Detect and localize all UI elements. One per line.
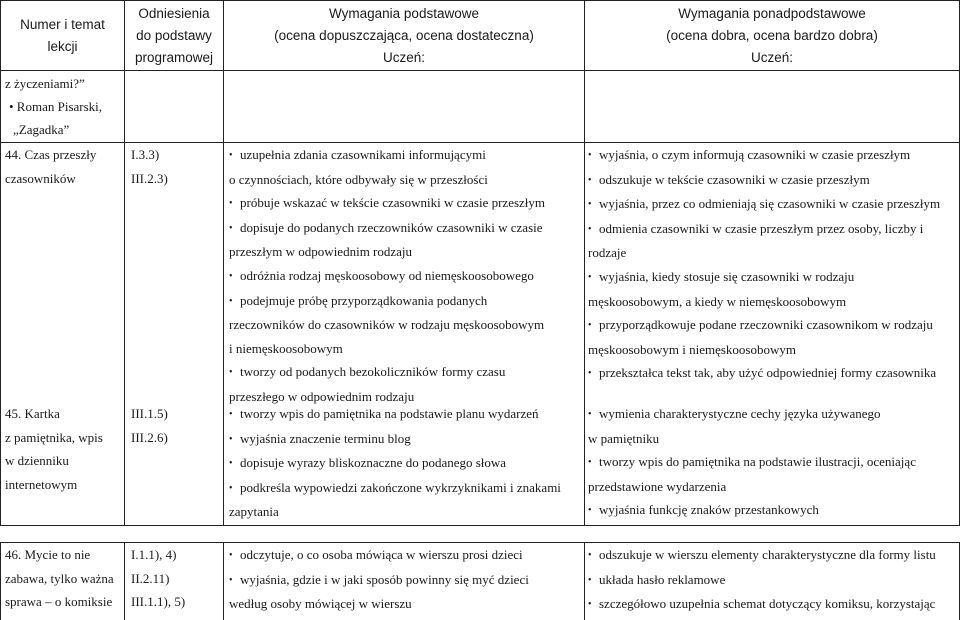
header-reference: [125, 2, 223, 70]
lesson-45-basic: [229, 402, 582, 524]
lesson-45-reference: [131, 402, 221, 449]
col-border-2: [223, 0, 224, 525]
header-divider: [0, 70, 960, 71]
requirement-item: • odczytuje, o co osoba mówiąca w wierszu prosi dzieci: [229, 543, 582, 568]
requirement-line: męskoosobowym i niemęskoosobowym: [588, 341, 796, 357]
reference-line: I.1.1), 4): [131, 547, 177, 562]
header-advanced-requirements: [585, 2, 959, 70]
bullet-icon: •: [588, 223, 592, 235]
lesson-46-reference: [131, 543, 221, 614]
reference-line: III.1.5): [131, 406, 168, 421]
requirement-line: przeszłego w odpowiednim rodzaju: [229, 388, 415, 404]
requirement-item: • podejmuje próbę przyporządkowania podanych: [229, 289, 582, 314]
reference-line: III.2.6): [131, 429, 168, 445]
reference-line: I.3.3): [131, 147, 160, 162]
requirement-item: • wyjaśnia funkcję znaków przestankowych: [588, 498, 958, 523]
col-border-left: [0, 0, 1, 525]
requirement-item: • odszukuje w wierszu elementy charakterystyczne dla formy listu: [588, 543, 958, 568]
requirement-item: • wyjaśnia, gdzie i w jaki sposób powinny się myć dzieci: [229, 568, 582, 593]
requirement-item: • tworzy wpis do pamiętnika na podstawie ilustracji, oceniając: [588, 450, 958, 475]
header-text: (ocena dopuszczająca, ocena dostateczna): [274, 28, 534, 43]
col-border-left: [0, 542, 1, 620]
lesson-46-advanced: [588, 543, 958, 617]
requirement-line: rzeczowników do czasowników w rodzaju męskoosobowym: [229, 317, 545, 333]
topic-line: 45. Kartka: [5, 406, 60, 421]
requirement-item: • uzupełnia zdania czasownikami informującymi: [229, 143, 582, 168]
bullet-icon: •: [229, 482, 233, 494]
col-border-1: [124, 0, 125, 525]
lesson-45-advanced: [588, 402, 958, 523]
requirement-item: • wyjaśnia znaczenie terminu blog: [229, 427, 582, 452]
bullet-icon: •: [229, 574, 233, 586]
bullet-icon: •: [588, 174, 592, 186]
header-text: Numer i temat: [20, 17, 105, 32]
bullet-icon: •: [588, 574, 592, 586]
requirement-line: i niemęskoosobowym: [229, 340, 343, 356]
bullet-icon: •: [229, 550, 233, 561]
bullet-icon: •: [588, 368, 592, 380]
header-text: (ocena dobra, ocena bardzo dobra): [666, 28, 878, 43]
bullet-icon: •: [588, 150, 592, 161]
requirement-line: przedstawione wydarzenia: [588, 478, 727, 494]
lesson-44-advanced: [588, 143, 958, 386]
requirement-item: • wyjaśnia, kiedy stosuje się czasowniki w rodzaju: [588, 265, 958, 290]
requirement-line: zapytania: [229, 504, 279, 520]
requirement-item: • odszukuje w tekście czasowniki w czasie przeszłym: [588, 168, 958, 193]
bullet-icon: •: [229, 409, 233, 420]
requirement-item: • wyjaśnia, o czym informują czasowniki w czasie przeszłym: [588, 143, 958, 168]
topic-line: w dzienniku: [5, 453, 69, 469]
header-text: Odniesienia: [138, 6, 210, 21]
topic-line: zabawa, tylko ważna: [5, 570, 114, 586]
header-text: do podstawy: [136, 28, 212, 43]
requirement-item: • wymienia charakterystyczne cechy języka używanego: [588, 402, 958, 427]
table-row-continuation-topic: [5, 72, 123, 141]
lesson-46-topic: [5, 543, 123, 614]
reference-line: III.1.1), 5): [131, 594, 186, 610]
topic-line: internetowym: [5, 476, 78, 492]
bullet-icon: •: [229, 458, 233, 470]
bullet-icon: •: [588, 505, 592, 517]
requirement-line: według osoby mówiącej w wierszu: [229, 596, 412, 612]
bullet-icon: •: [229, 150, 233, 161]
bullet-icon: •: [229, 198, 233, 210]
requirement-line: rodzaje: [588, 245, 627, 261]
requirement-item: • tworzy od podanych bezokoliczników formy czasu: [229, 360, 582, 385]
bullet-icon: •: [229, 295, 233, 307]
requirement-line: o czynnościach, które odbywały się w przeszłości: [229, 171, 488, 187]
header-text: Wymagania ponadpodstawowe: [678, 6, 866, 21]
bullet-icon: •: [588, 550, 592, 561]
header-basic-requirements: [224, 2, 584, 70]
requirement-item: • przekształca tekst tak, aby użyć odpowiedniej formy czasownika: [588, 361, 958, 386]
bullet-icon: •: [588, 457, 592, 469]
lesson-44-topic: [5, 143, 123, 190]
bullet-icon: •: [588, 599, 592, 611]
bullet-icon: •: [229, 270, 233, 282]
header-text: Uczeń:: [750, 50, 794, 65]
bullet-icon: •: [588, 271, 592, 283]
header-topic: [1, 2, 124, 70]
requirement-item: • szczegółowo uzupełnia schemat dotyczący komiksu, korzystając: [588, 592, 958, 617]
topic-line: 46. Mycie to nie: [5, 547, 91, 562]
requirement-item: • odmienia czasowniki w czasie przeszłym przez osoby, liczby i: [588, 217, 958, 242]
requirement-item: • tworzy wpis do pamiętnika na podstawie planu wydarzeń: [229, 402, 582, 427]
page-break-line: [0, 525, 960, 526]
lesson-44-reference: [131, 143, 221, 190]
bullet-icon: •: [229, 222, 233, 234]
col-border-2: [223, 542, 224, 620]
lesson-45-topic: [5, 402, 123, 496]
bullet-icon: •: [229, 367, 233, 379]
bullet-icon: •: [229, 433, 233, 445]
requirement-item: • wyjaśnia, przez co odmieniają się czasowniki w czasie przeszłym: [588, 192, 958, 217]
lesson-46-basic: [229, 543, 582, 616]
requirement-line: w pamiętniku: [588, 430, 660, 446]
header-text: Wymagania podstawowe: [329, 6, 479, 21]
col-border-3: [584, 542, 585, 620]
bullet-icon: •: [588, 199, 592, 211]
header-text: lekcji: [47, 39, 78, 54]
topic-line: • Roman Pisarski,: [9, 99, 103, 114]
header-text: Uczeń:: [382, 50, 426, 65]
reference-line: II.2.11): [131, 570, 170, 586]
col-border-1: [124, 542, 125, 620]
requirement-item: • dopisuje wyrazy bliskoznaczne do podanego słowa: [229, 451, 582, 476]
table-border-top: [0, 0, 960, 1]
requirement-item: • przyporządkowuje podane rzeczowniki czasownikom w rodzaju: [588, 313, 958, 338]
topic-line: z życzeniami?”: [5, 76, 85, 91]
requirement-item: • odróżnia rodzaj męskoosobowy od niemęskoosobowego: [229, 264, 582, 289]
requirement-item: • podkreśla wypowiedzi zakończone wykrzyknikami i znakami: [229, 476, 582, 501]
requirement-item: • dopisuje do podanych rzeczowników czasowniki w czasie: [229, 216, 582, 241]
reference-line: III.2.3): [131, 170, 168, 186]
topic-line: „Zagadka”: [13, 122, 70, 137]
bullet-icon: •: [588, 320, 592, 332]
requirement-item: • próbuje wskazać w tekście czasowniki w czasie przeszłym: [229, 191, 582, 216]
requirement-line: męskoosobowym, a kiedy w niemęskoosobowym: [588, 293, 847, 309]
requirement-line: przeszłym w odpowiednim rodzaju: [229, 244, 413, 260]
lesson-44-basic: [229, 143, 582, 409]
topic-line: czasowników: [5, 170, 76, 186]
topic-line: z pamiętnika, wpis: [5, 429, 103, 445]
col-border-3: [584, 0, 585, 525]
header-text: programowej: [134, 50, 214, 65]
requirement-item: • układa hasło reklamowe: [588, 568, 958, 593]
topic-line: sprawa – o komiksie: [5, 594, 113, 610]
bullet-icon: •: [588, 409, 592, 420]
topic-line: 44. Czas przeszły: [5, 147, 97, 162]
